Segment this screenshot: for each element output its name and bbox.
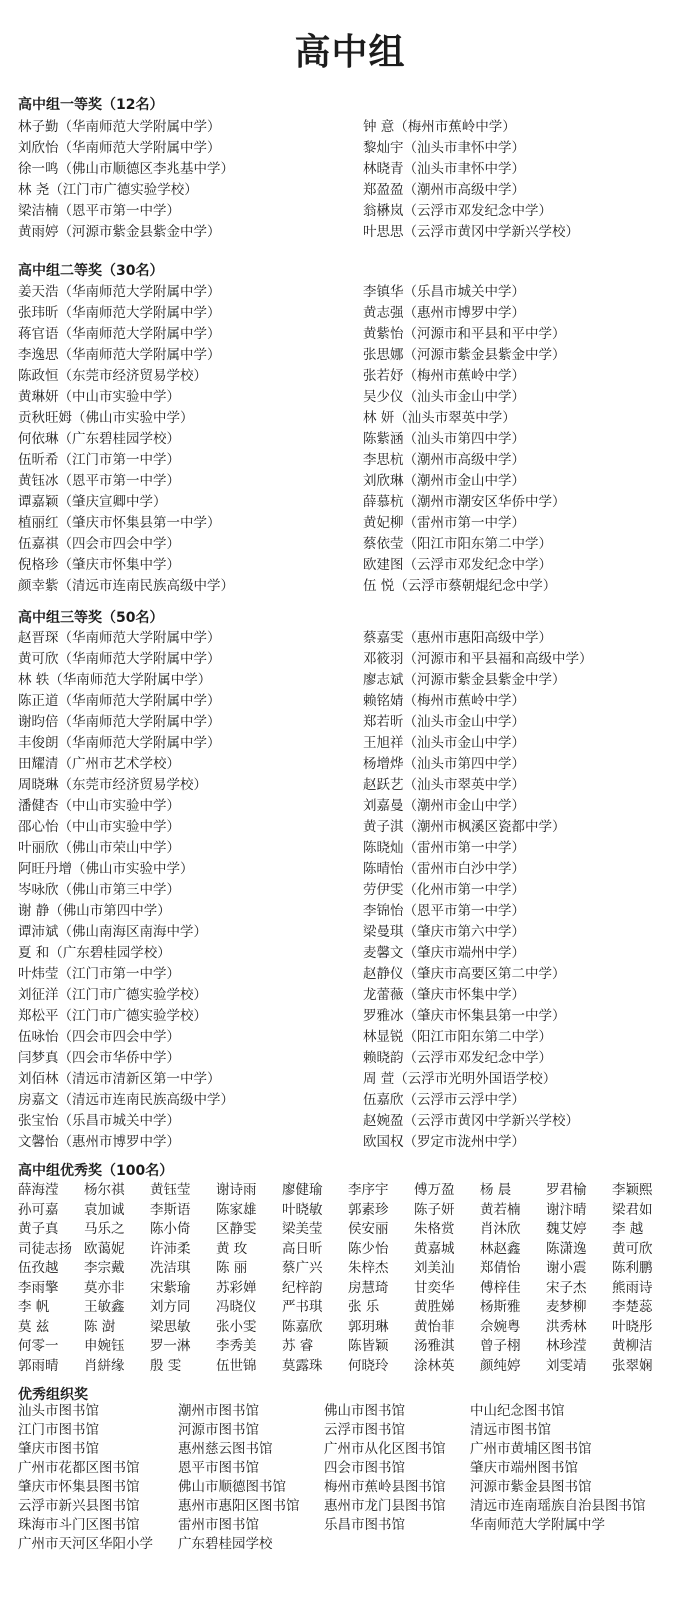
organization-name: 广州市从化区图书馆 [324,1441,446,1457]
organization-name: 惠州市龙门县图书馆 [324,1498,446,1514]
award-row [18,796,698,817]
winner-entry: 蒋官语（华南师范大学附属中学） [18,326,221,342]
winner-entry: 钟 意（梅州市蕉岭中学） [363,119,516,135]
organization-row [18,1497,698,1516]
organization-award-heading: 优秀组织奖 [18,1387,88,1403]
excellence-name: 杨 晨 [480,1182,512,1198]
award-row [18,324,698,345]
winner-entry: 吴少仪（汕头市金山中学） [363,389,525,405]
winner-entry: 赵跃艺（汕头市翠英中学） [363,777,525,793]
excellence-name: 曾子栩 [480,1338,521,1354]
excellence-row [18,1318,698,1338]
award-row [18,691,698,712]
winner-entry: 黄妃柳（雷州市第一中学） [363,515,525,531]
winner-entry: 蔡嘉雯（惠州市惠阳高级中学） [363,630,552,646]
winner-entry: 谢 静（佛山市第四中学） [18,903,171,919]
winner-entry: 邓筱羽（河源市和平县福和高级中学） [363,651,593,667]
organization-row [18,1440,698,1459]
winner-entry: 黄紫怡（河源市和平县和平中学） [363,326,566,342]
excellence-name: 陈 丽 [216,1260,248,1276]
award-row [18,817,698,838]
excellence-name: 冼洁琪 [150,1260,191,1276]
excellence-name: 梁美莹 [282,1221,323,1237]
excellence-name: 杨尔祺 [84,1182,125,1198]
award-row [18,859,698,880]
excellence-name: 谢小震 [546,1260,587,1276]
excellence-name: 李 帆 [18,1299,50,1315]
first-prize-list [18,117,698,243]
winner-entry: 姜天浩（华南师范大学附属中学） [18,284,221,300]
excellence-name: 李宗戴 [84,1260,125,1276]
excellence-name: 伍孜越 [18,1260,59,1276]
award-row [18,964,698,985]
organization-name: 四会市图书馆 [324,1460,405,1476]
excellence-name: 佘婉粤 [480,1318,521,1335]
excellence-name: 洪秀林 [546,1318,587,1335]
winner-entry: 李镇华（乐昌市城关中学） [363,284,525,300]
winner-entry: 廖志斌（河源市紫金县紫金中学） [363,672,566,688]
winner-entry: 阿旺丹增（佛山市实验中学） [18,861,194,877]
excellence-name: 黄钰莹 [150,1182,191,1198]
award-row [18,450,698,471]
excellence-row [18,1220,698,1240]
first-prize-heading: 高中组一等奖（12名） [18,97,164,113]
organization-award-grid [18,1402,698,1554]
excellence-name: 陈 澍 [84,1318,116,1335]
excellence-name: 李颖熙 [612,1182,653,1198]
award-row [18,1069,698,1090]
winner-entry: 林子勤（华南师范大学附属中学） [18,119,221,135]
excellence-name: 朱格赏 [414,1221,455,1237]
excellence-name: 涂林英 [414,1357,455,1374]
award-row [18,201,698,222]
excellence-name: 陈皆颖 [348,1338,389,1354]
winner-entry: 黄钰冰（恩平市第一中学） [18,473,180,489]
winner-entry: 闫梦真（四会市华侨中学） [18,1050,180,1066]
excellence-name: 李斯语 [150,1201,191,1218]
excellence-name: 欧蔼妮 [84,1240,125,1257]
excellence-name: 郑倩怡 [480,1260,521,1276]
excellence-name: 何晓玲 [348,1357,389,1374]
excellence-name: 郭雨晴 [18,1357,59,1374]
winner-entry: 夏 和（广东碧桂园学校） [18,945,171,961]
winner-entry: 潘健杏（中山市实验中学） [18,798,180,814]
excellence-name: 陈嘉欣 [282,1318,323,1335]
winner-entry: 欧建图（云浮市邓发纪念中学） [363,557,552,573]
excellence-name: 严书琪 [282,1299,323,1315]
winner-entry: 丰俊朗（华南师范大学附属中学） [18,735,221,751]
excellence-name: 熊雨诗 [612,1279,653,1296]
excellence-name: 魏艾婷 [546,1221,587,1237]
excellence-name: 李楚蕊 [612,1299,653,1315]
winner-entry: 陈正道（华南师范大学附属中学） [18,693,221,709]
winner-entry: 龙蕾薇（肇庆市怀集中学） [363,987,525,1003]
organization-name: 肇庆市图书馆 [18,1441,99,1457]
award-row [18,117,698,138]
winner-entry: 伍嘉祺（四会市四会中学） [18,536,180,552]
winner-entry: 杨增烨（汕头市第四中学） [363,756,525,772]
winner-entry: 黄可欣（华南师范大学附属中学） [18,651,221,667]
excellence-name: 郭玥琳 [348,1318,389,1335]
award-row [18,943,698,964]
winner-entry: 周晓琳（东莞市经济贸易学校） [18,777,207,793]
winner-entry: 徐一鸣（佛山市顺德区李兆基中学） [18,161,234,177]
award-row [18,513,698,534]
excellence-name: 司徒志扬 [18,1240,72,1257]
award-row [18,303,698,324]
winner-entry: 陈政恒（东莞市经济贸易学校） [18,368,207,384]
organization-name: 乐昌市图书馆 [324,1517,405,1533]
winner-entry: 倪格珍（肇庆市怀集中学） [18,557,180,573]
excellence-name: 叶晓彤 [612,1318,653,1335]
award-row [18,1006,698,1027]
page-title: 高中组 [294,31,406,73]
excellence-name: 黄可欣 [612,1240,653,1257]
excellence-name: 区静雯 [216,1221,257,1237]
winner-entry: 贡秋旺姆（佛山市实验中学） [18,410,194,426]
excellence-name: 宋紫瑜 [150,1279,191,1296]
excellence-name: 刘方同 [150,1299,191,1315]
award-row [18,922,698,943]
winner-entry: 叶炜莹（江门市第一中学） [18,966,180,982]
organization-name: 惠州慈云图书馆 [178,1441,273,1457]
award-row [18,555,698,576]
excellence-row [18,1181,698,1201]
award-row [18,838,698,859]
organization-row [18,1535,698,1554]
winner-entry: 陈晴怡（雷州市白沙中学） [363,861,525,877]
organization-name: 汕头市图书馆 [18,1403,99,1419]
organization-row [18,1478,698,1497]
excellence-prize-grid [18,1181,698,1376]
excellence-name: 陈小倚 [150,1221,191,1237]
award-row [18,345,698,366]
excellence-row [18,1201,698,1221]
award-row [18,282,698,303]
excellence-name: 傅梓佳 [480,1279,521,1296]
winner-entry: 刘佰林（清远市清新区第一中学） [18,1071,221,1087]
winner-entry: 翁楙岚（云浮市邓发纪念中学） [363,203,552,219]
award-row [18,754,698,775]
winner-entry: 张宝怡（乐昌市城关中学） [18,1113,180,1129]
organization-name: 广州市黄埔区图书馆 [470,1441,592,1457]
excellence-name: 李 越 [612,1221,644,1237]
award-row [18,901,698,922]
excellence-name: 李序宇 [348,1182,389,1198]
excellence-name: 黄怡菲 [414,1318,455,1335]
excellence-name: 莫露珠 [282,1357,323,1374]
organization-name: 广东碧桂园学校 [178,1536,273,1552]
excellence-name: 陈少怡 [348,1240,389,1257]
excellence-name: 苏彩婵 [216,1279,257,1296]
organization-name: 清远市图书馆 [470,1422,551,1438]
excellence-name: 颜纯婷 [480,1357,521,1374]
winner-entry: 郑若昕（汕头市金山中学） [363,714,525,730]
award-row [18,880,698,901]
organization-row [18,1516,698,1535]
second-prize-list [18,282,698,597]
organization-name: 云浮市新兴县图书馆 [18,1498,140,1514]
award-row [18,775,698,796]
organization-name: 佛山市顺德图书馆 [178,1479,286,1495]
winner-entry: 伍咏怡（四会市四会中学） [18,1029,180,1045]
organization-name: 江门市图书馆 [18,1422,99,1438]
award-row [18,534,698,555]
winner-entry: 劳伊雯（化州市第一中学） [363,882,525,898]
award-row [18,222,698,243]
excellence-name: 宋子杰 [546,1279,587,1296]
winner-entry: 刘欣怡（华南师范大学附属中学） [18,140,221,156]
excellence-name: 张小雯 [216,1318,257,1335]
winner-entry: 赖铭婧（梅州市蕉岭中学） [363,693,525,709]
excellence-name: 张翠娴 [612,1357,653,1374]
excellence-name: 纪梓韵 [282,1279,323,1296]
excellence-name: 罗君榆 [546,1182,587,1198]
organization-name: 肇庆市端州图书馆 [470,1460,578,1476]
award-row [18,1111,698,1132]
award-row [18,366,698,387]
winner-entry: 林 妍（汕头市翠英中学） [363,410,516,426]
excellence-name: 谢诗雨 [216,1182,257,1198]
excellence-name: 陈潇逸 [546,1240,587,1257]
excellence-name: 袁加诚 [84,1201,125,1218]
excellence-name: 薛海滢 [18,1182,59,1198]
award-row [18,1132,698,1153]
excellence-name: 申婉钰 [84,1338,125,1354]
winner-entry: 周 萱（云浮市光明外国语学校） [363,1071,557,1087]
winner-entry: 李思杭（潮州市高级中学） [363,452,525,468]
organization-name: 河源市紫金县图书馆 [470,1479,592,1495]
winner-entry: 岑咏欣（佛山市第三中学） [18,882,180,898]
winner-entry: 谢昀倍（华南师范大学附属中学） [18,714,221,730]
winner-entry: 伍 悦（云浮市蔡朝焜纪念中学） [363,578,557,594]
excellence-name: 汤雅淇 [414,1338,455,1354]
winner-entry: 林晓青（汕头市聿怀中学） [363,161,525,177]
excellence-name: 甘奕华 [414,1279,455,1296]
winner-entry: 叶思思（云浮市黄冈中学新兴学校） [363,224,579,240]
excellence-name: 侯安丽 [348,1221,389,1237]
winner-entry: 罗雅冰（肇庆市怀集县第一中学） [363,1008,566,1024]
excellence-name: 许沛柔 [150,1240,191,1257]
winner-entry: 黄志强（惠州市博罗中学） [363,305,525,321]
winner-entry: 黎灿宇（汕头市聿怀中学） [363,140,525,156]
organization-name: 中山纪念图书馆 [470,1403,565,1419]
organization-name: 潮州市图书馆 [178,1403,259,1419]
winner-entry: 李逸思（华南师范大学附属中学） [18,347,221,363]
winner-entry: 林 轶（华南师范大学附属中学） [18,672,212,688]
excellence-name: 傅万盈 [414,1182,455,1198]
winner-entry: 薛慕杭（潮州市潮安区华侨中学） [363,494,566,510]
excellence-name: 莫亦非 [84,1279,125,1296]
award-row [18,180,698,201]
excellence-name: 肖絣缘 [84,1357,125,1374]
excellence-row [18,1298,698,1318]
award-row [18,628,698,649]
award-row [18,1090,698,1111]
winner-entry: 黄子淇（潮州市枫溪区瓷都中学） [363,819,566,835]
excellence-name: 刘美汕 [414,1260,455,1276]
organization-row [18,1421,698,1440]
award-row [18,649,698,670]
excellence-prize-heading: 高中组优秀奖（100名） [18,1163,174,1179]
winner-entry: 梁洁楠（恩平市第一中学） [18,203,180,219]
organization-name: 恩平市图书馆 [178,1460,259,1476]
winner-entry: 赖晓韵（云浮市邓发纪念中学） [363,1050,552,1066]
excellence-name: 张 乐 [348,1299,380,1315]
excellence-name: 房慧琦 [348,1279,389,1296]
winner-entry: 张玮昕（华南师范大学附属中学） [18,305,221,321]
award-row [18,985,698,1006]
award-row [18,733,698,754]
award-row [18,387,698,408]
winner-entry: 赵晋琛（华南师范大学附属中学） [18,630,221,646]
winner-entry: 赵静仪（肇庆市高要区第二中学） [363,966,566,982]
excellence-name: 刘雯靖 [546,1357,587,1374]
winner-entry: 谭沛斌（佛山南海区南海中学） [18,924,207,940]
excellence-name: 陈子妍 [414,1201,455,1218]
winner-entry: 张思娜（河源市紫金县紫金中学） [363,347,566,363]
winner-entry: 陈紫涵（汕头市第四中学） [363,431,525,447]
excellence-name: 黄子真 [18,1221,59,1237]
excellence-name: 黄 玫 [216,1240,248,1257]
winner-entry: 叶丽欣（佛山市荣山中学） [18,840,180,856]
award-row [18,159,698,180]
winner-entry: 何依琳（广东碧桂园学校） [18,431,180,447]
excellence-name: 王敏鑫 [84,1299,125,1315]
excellence-name: 黄柳洁 [612,1338,653,1354]
excellence-name: 朱梓杰 [348,1260,389,1276]
third-prize-heading: 高中组三等奖（50名） [18,610,164,626]
winner-entry: 黄雨婷（河源市紫金县紫金中学） [18,224,221,240]
excellence-name: 肖沐欣 [480,1221,521,1237]
organization-row [18,1459,698,1478]
excellence-name: 陈利鹏 [612,1260,653,1276]
winner-entry: 王旭祥（汕头市金山中学） [363,735,525,751]
excellence-name: 黄胜娣 [414,1299,455,1315]
winner-entry: 谭嘉颖（肇庆宣卿中学） [18,494,167,510]
organization-name: 河源市图书馆 [178,1422,259,1438]
excellence-name: 林珍滢 [546,1338,587,1354]
award-row [18,1027,698,1048]
excellence-name: 谢汴晴 [546,1201,587,1218]
winner-entry: 林显锐（阳江市阳东第二中学） [363,1029,552,1045]
organization-name: 广州市天河区华阳小学 [18,1536,153,1552]
excellence-name: 杨斯雅 [480,1299,521,1315]
excellence-name: 叶晓敏 [282,1201,323,1218]
award-row [18,670,698,691]
excellence-name: 梁君如 [612,1201,653,1218]
excellence-name: 黄嘉城 [414,1240,455,1257]
excellence-name: 罗一淋 [150,1338,191,1354]
organization-name: 肇庆市怀集县图书馆 [18,1479,140,1495]
organization-name: 广州市花都区图书馆 [18,1460,140,1476]
organization-row [18,1402,698,1421]
winner-entry: 陈晓灿（雷州市第一中学） [363,840,525,856]
organization-name: 雷州市图书馆 [178,1517,259,1533]
winner-entry: 黄琳妍（中山市实验中学） [18,389,180,405]
excellence-name: 麦梦柳 [546,1299,587,1315]
award-row [18,429,698,450]
award-row [18,471,698,492]
award-row [18,1048,698,1069]
winner-entry: 欧国权（罗定市泷州中学） [363,1134,525,1150]
winner-entry: 郑盈盈（潮州市高级中学） [363,182,525,198]
winner-entry: 刘征洋（江门市广德实验学校） [18,987,207,1003]
winner-entry: 刘嘉曼（潮州市金山中学） [363,798,525,814]
winner-entry: 田耀清（广州市艺术学校） [18,756,180,772]
excellence-name: 马乐之 [84,1221,125,1237]
winner-entry: 郑松平（江门市广德实验学校） [18,1008,207,1024]
excellence-name: 何零一 [18,1338,59,1354]
excellence-name: 廖健瑜 [282,1182,323,1198]
winner-entry: 邵心怡（中山市实验中学） [18,819,180,835]
winner-entry: 张若妤（梅州市蕉岭中学） [363,368,525,384]
excellence-row [18,1259,698,1279]
winner-entry: 蔡依莹（阳江市阳东第二中学） [363,536,552,552]
award-row [18,138,698,159]
winner-entry: 刘欣琳（潮州市金山中学） [363,473,525,489]
winner-entry: 植丽红（肇庆市怀集县第一中学） [18,515,221,531]
winner-entry: 文馨怡（惠州市博罗中学） [18,1134,180,1150]
winner-entry: 颜幸紫（清远市连南民族高级中学） [18,578,234,594]
winner-entry: 房嘉文（清远市连南民族高级中学） [18,1092,234,1108]
excellence-name: 李秀美 [216,1338,257,1354]
excellence-name: 李雨擎 [18,1279,59,1296]
third-prize-list [18,628,698,1153]
winner-entry: 伍昕希（江门市第一中学） [18,452,180,468]
excellence-name: 陈家雄 [216,1201,257,1218]
excellence-row [18,1357,698,1377]
excellence-name: 郭素珍 [348,1201,389,1218]
winner-entry: 伍嘉欣（云浮市云浮中学） [363,1092,525,1108]
organization-name: 梅州市蕉岭县图书馆 [324,1479,446,1495]
excellence-name: 黄若楠 [480,1201,521,1218]
excellence-name: 苏 睿 [282,1338,314,1354]
award-row [18,576,698,597]
excellence-row [18,1279,698,1299]
winner-entry: 赵婉盈（云浮市黄冈中学新兴学校） [363,1113,579,1129]
winner-entry: 梁曼琪（肇庆市第六中学） [363,924,525,940]
organization-name: 云浮市图书馆 [324,1422,405,1438]
organization-name: 珠海市斗门区图书馆 [18,1517,140,1533]
award-row [18,408,698,429]
excellence-name: 蔡广兴 [282,1260,323,1276]
excellence-name: 林赵鑫 [480,1240,521,1257]
winner-entry: 林 尧（江门市广德实验学校） [18,182,198,198]
excellence-name: 高日昕 [282,1240,323,1257]
award-row [18,492,698,513]
excellence-name: 梁思敏 [150,1318,191,1335]
excellence-name: 殷 雯 [150,1357,182,1374]
organization-name: 清远市连南瑶族自治县图书馆 [470,1498,646,1514]
excellence-name: 伍世锦 [216,1357,257,1374]
organization-name: 惠州市惠阳区图书馆 [178,1498,300,1514]
excellence-name: 冯晓仪 [216,1299,257,1315]
winner-entry: 李锦怡（恩平市第一中学） [363,903,525,919]
winner-entry: 麦馨文（肇庆市端州中学） [363,945,525,961]
second-prize-heading: 高中组二等奖（30名） [18,263,164,279]
organization-name: 佛山市图书馆 [324,1403,405,1419]
award-row [18,712,698,733]
excellence-row [18,1240,698,1260]
excellence-name: 莫 兹 [18,1318,50,1335]
excellence-row [18,1337,698,1357]
organization-name: 华南师范大学附属中学 [470,1517,605,1533]
excellence-name: 孙可嘉 [18,1201,59,1218]
